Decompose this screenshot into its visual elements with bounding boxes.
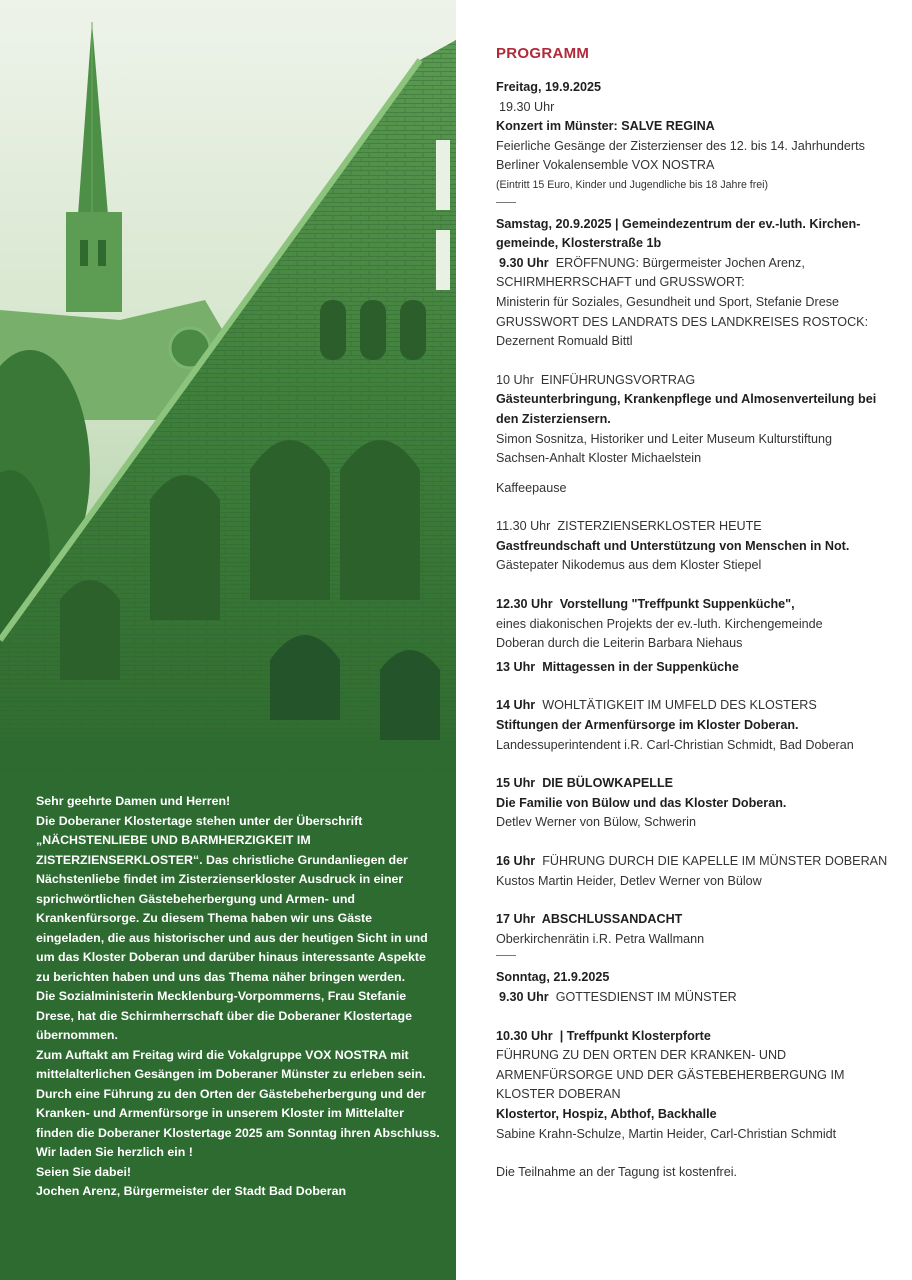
- monastery-photo: [0, 0, 456, 772]
- saturday-location: gemeinde, Klosterstraße 1b: [496, 236, 662, 251]
- friday-ensemble: Berliner Vokalensemble VOX NOSTRA: [496, 158, 715, 173]
- program-text: Dezernent Romuald Bittl: [496, 334, 633, 349]
- letter-closing: Seien Sie dabei!: [36, 1164, 132, 1179]
- welcome-letter: [36, 792, 440, 1202]
- letter-signature: Jochen Arenz, Bürgermeister der Stadt Bad Doberan: [36, 1184, 347, 1198]
- program-item: 16 Uhr FÜHRUNG DURCH DIE KAPELLE IM MÜNSTER DOBERAN: [496, 854, 888, 868]
- program-text: Ministerin für Soziales, Gesundheit und Sport, Stefanie Drese: [496, 294, 840, 309]
- letter-paragraph: Durch eine Führung zu den Orten der Gästebeherbergung und der Kranken- und Armenfürsorge in unserem Kloster im Mittelalter finden die Doberaner Klostertage 2025 am Sonntag ihren Abschluss.: [36, 1086, 440, 1140]
- program-item: 9.30 Uhr ERÖFFNUNG: Bürgermeister Jochen Arenz,: [499, 255, 805, 270]
- program-text: Gästepater Nikodemus aus dem Kloster Stiepel: [496, 558, 762, 573]
- program-item: 12.30 Uhr Vorstellung "Treffpunkt Suppenküche",: [496, 597, 795, 612]
- sunday-date: Sonntag, 21.9.2025: [496, 970, 610, 985]
- saturday-section: [496, 215, 900, 957]
- program-text: eines diakonischen Projekts der ev.-luth. Kirchengemeinde: [496, 616, 823, 631]
- program-text: Sabine Krahn-Schulze, Martin Heider, Carl-Christian Schmidt: [496, 1126, 837, 1141]
- program-text: FÜHRUNG ZU DEN ORTEN DER KRANKEN- UND: [496, 1048, 787, 1063]
- friday-desc: Feierliche Gesänge der Zisterzienser des 12. bis 14. Jahrhunderts: [496, 138, 865, 153]
- program-item: 9.30 Uhr GOTTESDIENST IM MÜNSTER: [499, 989, 737, 1004]
- program-item: 17 Uhr ABSCHLUSSANDACHT: [496, 912, 683, 927]
- program-text: Sachsen-Anhalt Kloster Michaelstein: [496, 451, 702, 466]
- program-text: Gastfreundschaft und Unterstützung von Menschen in Not.: [496, 538, 850, 553]
- program-list: [496, 44, 900, 1183]
- program-footer: Die Teilnahme an der Tagung ist kostenfrei.: [496, 1165, 738, 1180]
- saturday-date: Samstag, 20.9.2025 | Gemeindezentrum der ev.-luth. Kirchen-: [496, 216, 861, 231]
- program-text: Klostertor, Hospiz, Abthof, Backhalle: [496, 1106, 717, 1121]
- program-item: 10.30 Uhr | Treffpunkt Klosterpforte: [496, 1028, 711, 1043]
- program-item: 11.30 Uhr ZISTERZIENSERKLOSTER HEUTE: [496, 519, 762, 534]
- program-text: Kaffeepause: [496, 480, 567, 495]
- friday-date: Freitag, 19.9.2025: [496, 80, 602, 94]
- letter-paragraph: Die Doberaner Klostertage stehen unter der Überschrift „NÄCHSTENLIEBE UND BARMHERZIGKEIT IM ZISTERZIENSERKLOSTER“. Das christliche Grundanliegen der Nächstenliebe findet im Zisterzienserkloster Ausdruck in einer sprichwörtlichen Gästebeherbergung und Armen- und Krankenfürsorge. Zu diesem Thema haben wir uns Gäste eingeladen, die aus historischer und aus der heutigen Sicht in und um das Kloster Doberan und darüber hinaus interessante Aspekte zu berichten haben und uns das Thema näher bringen werden.: [36, 813, 428, 984]
- program-text: KLOSTER DOBERAN: [496, 1087, 621, 1102]
- program-text: Kustos Martin Heider, Detlev Werner von Bülow: [496, 873, 762, 888]
- friday-time: 19.30 Uhr: [499, 99, 555, 114]
- sunday-section: [496, 968, 900, 1182]
- program-text: GRUSSWORT DES LANDRATS DES LANDKREISES ROSTOCK:: [496, 314, 869, 329]
- program-text: SCHIRMHERRSCHAFT und GRUSSWORT:: [496, 275, 745, 290]
- divider: [496, 202, 516, 203]
- program-item: 13 Uhr Mittagessen in der Suppenküche: [496, 659, 739, 674]
- program-text: Simon Sosnitza, Historiker und Leiter Museum Kulturstiftung: [496, 431, 832, 446]
- program-text: den Zisterziensern.: [496, 411, 611, 426]
- program-panel: [456, 0, 912, 1280]
- friday-section: [496, 78, 900, 203]
- program-item: 14 Uhr WOHLTÄTIGKEIT IM UMFELD DES KLOSTERS: [496, 698, 817, 713]
- program-item: 15 Uhr DIE BÜLOWKAPELLE: [496, 776, 674, 791]
- letter-paragraph: Zum Auftakt am Freitag wird die Vokalgruppe VOX NOSTRA mit mittelalterlichen Gesängen im Doberaner Münster zu erleben sein.: [36, 1047, 426, 1081]
- friday-note: (Eintritt 15 Euro, Kinder und Jugendliche bis 18 Jahre frei): [496, 178, 769, 191]
- program-text: Die Familie von Bülow und das Kloster Doberan.: [496, 795, 787, 810]
- letter-invitation: Wir laden Sie herzlich ein !: [36, 1145, 193, 1159]
- friday-title: Konzert im Münster: SALVE REGINA: [496, 119, 715, 134]
- program-text: Oberkirchenrätin i.R. Petra Wallmann: [496, 931, 705, 946]
- letter-paragraph: Die Sozialministerin Mecklenburg-Vorpommerns, Frau Stefanie Drese, hat die Schirmherrschaft über die Doberaner Klostertage übernommen.: [36, 989, 412, 1042]
- program-text: Gästeunterbringung, Krankenpflege und Almosenverteilung bei: [496, 392, 877, 407]
- program-text: Landessuperintendent i.R. Carl-Christian Schmidt, Bad Doberan: [496, 737, 854, 752]
- letter-salutation: Sehr geehrte Damen und Herren!: [36, 794, 231, 808]
- program-text: ARMENFÜRSORGE UND DER GÄSTEBEHERBERGUNG IM: [496, 1067, 845, 1082]
- program-item: 10 Uhr EINFÜHRUNGSVORTRAG: [496, 372, 696, 387]
- program-title: PROGRAMM: [496, 45, 590, 62]
- program-text: Stiftungen der Armenfürsorge im Kloster Doberan.: [496, 718, 799, 733]
- program-text: Doberan durch die Leiterin Barbara Niehaus: [496, 636, 743, 651]
- divider: [496, 955, 516, 956]
- program-text: Detlev Werner von Bülow, Schwerin: [496, 815, 696, 830]
